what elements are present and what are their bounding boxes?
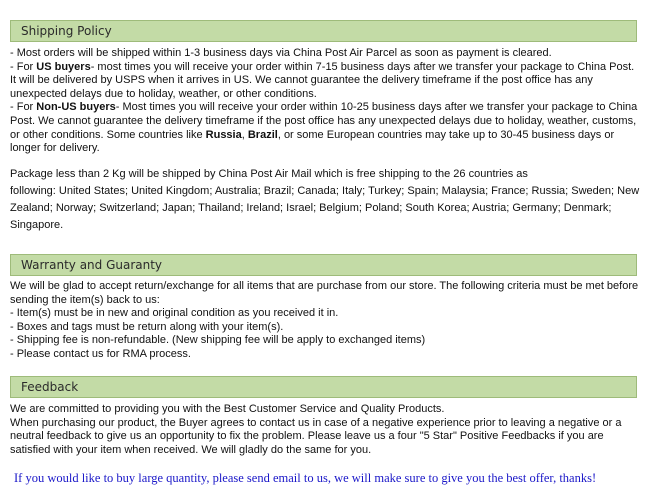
bulk-order-note: If you would like to buy large quantity, please send email to us, we will make sure to give you the best offer, thanks! <box>14 471 597 485</box>
package-intro: Package less than 2 Kg will be shipped by China Post Air Mail which is free shipping to the 26 countries as <box>10 167 528 180</box>
warranty-item: - Shipping fee is non-refundable. (New shipping fee will be apply to exchanged items) <box>10 334 426 347</box>
russia-label: Russia <box>205 128 242 141</box>
non-us-buyers-label: Non-US buyers <box>36 101 116 114</box>
shipping-line-1: - Most orders will be shipped within 1-3 business days via China Post Air Parcel as soon as payment is cleared. <box>10 47 552 59</box>
warranty-header <box>10 254 637 276</box>
us-buyers-label: US buyers <box>36 60 91 73</box>
warranty-item: - Please contact us for RMA process. <box>10 347 191 360</box>
feedback-title: Feedback <box>21 380 79 394</box>
shipping-policy-body <box>10 47 640 234</box>
brazil-label: Brazil <box>247 128 278 141</box>
feedback-line-2: When purchasing our product, the Buyer agrees to contact us in case of a negative experience prior to leaving a negative or a neutral feedback to give us an opportunity to fix the problem. Please leave us a four "5 Star" Positive Feedbacks if you are satisfied with your item when received. We will gladly do the same for you. <box>10 416 622 456</box>
warranty-item: - Item(s) must be in new and original condition as you received it in. <box>10 307 339 320</box>
warranty-body <box>10 280 640 362</box>
warranty-title: Warranty and Guaranty <box>21 258 163 272</box>
warranty-intro: We will be glad to accept return/exchange for all items that are purchase from our store. The following criteria must be met before sending the item(s) back to us: <box>10 280 639 306</box>
countries-list: following: United States; United Kingdom; Australia; Brazil; Canada; Italy; Turkey; Spain; Malaysia; France; Russia; Sweden; New Zealand; Norway; Switzerland; Japan; Thailand; Ireland; Israel; Belgium; Poland; South Korea; Austria; Germany; Denmark; Singapore. <box>10 184 640 231</box>
shipping-nonus-paragraph: - For Non-US buyers- Most times you will receive your order within 10-25 business days after we transfer your package to China Post. We cannot guarantee the delivery timeframe if the post office has any unexpected delays due to holiday, weather, customs, or other conditions. Some countries like Russia, Brazil, or some European countries may take up to 30-45 business days or longer for delivery. <box>10 101 638 155</box>
shipping-us-paragraph: - For US buyers- most times you will receive your order within 7-15 business days after we transfer your package to China Post. It will be delivered by USPS when it arrives in US. We cannot guarantee the delivery timeframe if the post office has any unexpected delays due to holiday, weather, or other conditions. <box>10 60 635 100</box>
feedback-line-1: We are committed to providing you with the Best Customer Service and Quality Products. <box>10 403 445 415</box>
shipping-policy-header <box>10 20 637 42</box>
shipping-policy-title: Shipping Policy <box>21 24 112 38</box>
feedback-body <box>10 403 640 457</box>
feedback-header <box>10 376 637 398</box>
warranty-item: - Boxes and tags must be return along with your item(s). <box>10 320 284 333</box>
